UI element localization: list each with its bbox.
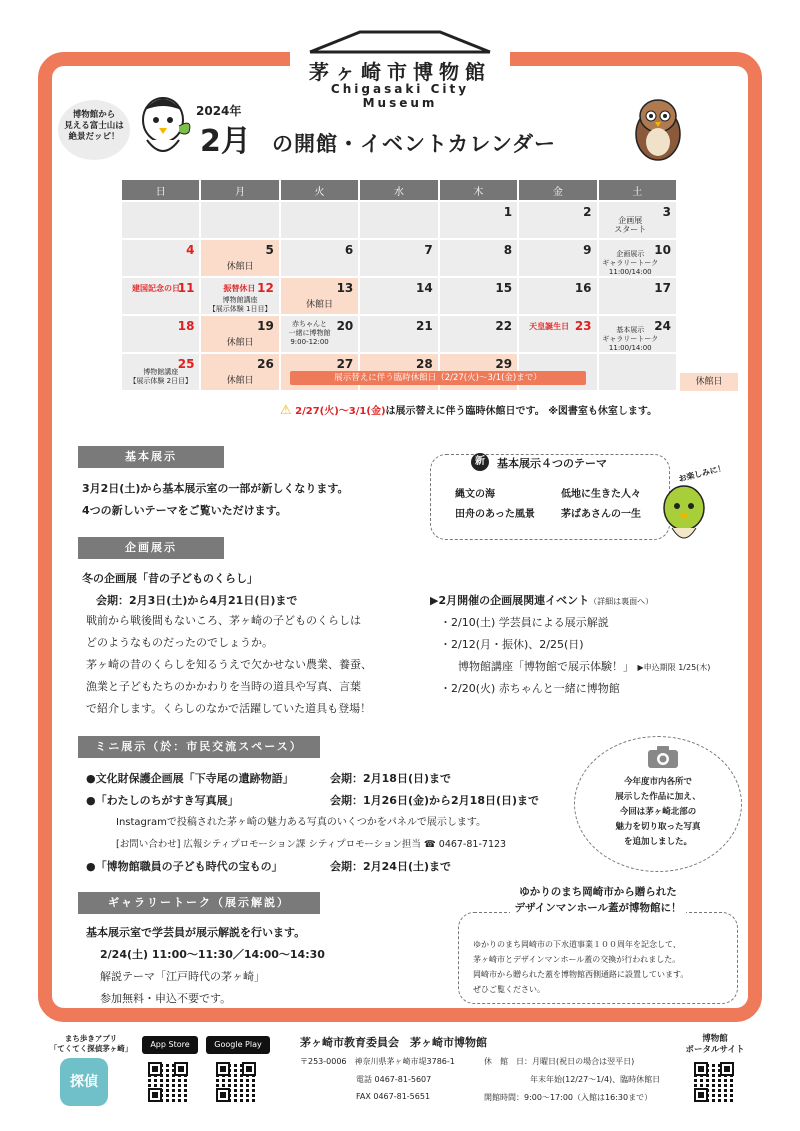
- weekday-sun: 日: [122, 180, 199, 200]
- calendar-header: [122, 180, 676, 200]
- day-number: 28: [415, 357, 433, 371]
- day-number: 21: [415, 319, 433, 333]
- warning-text: は展示替えに伴う臨時休館日です。 ※図書室も休室します。: [385, 406, 658, 417]
- mascot-left-icon: [135, 92, 193, 164]
- calendar-week: [122, 202, 676, 238]
- cell-note: [585, 250, 676, 277]
- weekday-wed: 水: [360, 180, 437, 200]
- calendar-cell: [599, 316, 676, 352]
- day-number: 18: [177, 319, 195, 333]
- mini-item-period: 会期：1月26日(金)から2月18日(日)まで: [330, 794, 540, 807]
- theme-item: 田舟のあった風景: [455, 509, 535, 520]
- day-number: 27: [336, 357, 354, 371]
- gallery-line: 基本展示室で学芸員が展示解説を行います。: [86, 926, 306, 939]
- weekday-mon: 月: [201, 180, 278, 200]
- calendar-cell: [122, 278, 199, 314]
- events-heading: [430, 590, 653, 613]
- planning-body: 戦前から戦後間もないころ、茅ヶ崎の子どものくらしは: [86, 614, 361, 627]
- org-name: 茅ヶ崎市教育委員会 茅ヶ崎市博物館: [300, 1036, 487, 1049]
- day-number: 7: [424, 243, 433, 257]
- calendar-cell: [122, 316, 199, 352]
- calendar: [120, 178, 678, 392]
- planning-body: どのようなものだったのでしょうか。: [86, 636, 273, 649]
- event-item: ・2/10(土) 学芸員による展示解説: [440, 616, 609, 629]
- holiday-label: 建国記念の日: [132, 284, 180, 293]
- cell-note: [585, 216, 676, 234]
- manhole-line: 岡崎市から贈られた蓋を博物館西側通路に設置しています。: [473, 970, 689, 979]
- calendar-week: [122, 316, 676, 352]
- calendar-cell: [599, 202, 676, 238]
- calendar-week: [122, 278, 676, 314]
- day-number: 12: [257, 281, 274, 295]
- calendar-cell: [281, 202, 358, 238]
- day-number: 9: [583, 243, 592, 257]
- event-item: ・2/20(火) 赤ちゃんと一緒に博物館: [440, 682, 620, 695]
- event-item: ・2/12(月・振休)、2/25(日): [440, 638, 584, 651]
- calendar-cell: [122, 202, 199, 238]
- calendar-cell: [440, 202, 517, 238]
- closed-days: 休 館 日：月曜日(祝日の場合は翌平日): [484, 1057, 635, 1066]
- themes-box: [430, 454, 670, 540]
- calendar-cell: [519, 278, 596, 314]
- day-number: 26: [257, 357, 274, 371]
- events-note: （詳細は裏面へ）: [589, 597, 654, 606]
- opening-hours: 開館時間：9:00～17:00（入館は16:30まで）: [484, 1093, 653, 1102]
- speech-bubble: [58, 100, 130, 160]
- event-item-detail: [458, 656, 710, 679]
- calendar-cell: [201, 240, 278, 276]
- day-number: 24: [654, 319, 671, 333]
- note-line: 一緒に博物館: [288, 329, 331, 337]
- note-line: 基本展示: [616, 326, 645, 334]
- bubble-line: 博物館から: [72, 110, 116, 120]
- tel: 電話 0467-81-5607: [356, 1075, 432, 1084]
- calendar-cell: [599, 278, 676, 314]
- note-line: 【展示体験 1日目】: [208, 305, 272, 313]
- calendar-cell: [360, 316, 437, 352]
- qr-code-googleplay[interactable]: [216, 1062, 256, 1102]
- mini-item-period: 会期：2月24日(土)まで: [330, 860, 452, 873]
- note-line: 展示した作品に加え、: [615, 792, 701, 802]
- calendar-cell: [360, 240, 437, 276]
- note-line: スタート: [614, 225, 647, 234]
- day-number: 5: [265, 243, 274, 257]
- gallery-line: 2/24(土) 11:00～11:30／14:00～14:30: [100, 948, 325, 961]
- note-line: 11:00/14:00: [608, 268, 652, 276]
- calendar-cell: [201, 354, 278, 390]
- app-store-badge[interactable]: App Store: [142, 1036, 198, 1054]
- day-number: 6: [344, 243, 354, 257]
- calendar-cell: [281, 278, 358, 314]
- mascot-green-icon: [660, 480, 710, 552]
- day-number: 20: [336, 319, 354, 333]
- postal-address: 〒253-0006 神奈川県茅ヶ崎市堤3786-1: [300, 1057, 455, 1066]
- note-line: 今年度市内各所で: [623, 777, 692, 787]
- weekday-thu: 木: [440, 180, 517, 200]
- closed-note: 休館日: [306, 300, 334, 310]
- day-number: 19: [257, 319, 274, 333]
- warning-range: 2/27(火)～3/1(金): [295, 406, 386, 417]
- cell-note: [201, 296, 278, 314]
- manhole-line: ゆかりのまち岡崎市の下水道事業１００周年を記念して、: [473, 940, 681, 949]
- calendar-cell: [599, 240, 676, 276]
- weekday-fri: 金: [519, 180, 596, 200]
- holiday-label: 振替休日: [223, 284, 256, 293]
- logo-english: Chigasaki City Museum: [330, 82, 470, 110]
- calendar-cell: [122, 240, 199, 276]
- basic-line: 3月2日(土)から基本展示室の一部が新しくなります。: [82, 482, 349, 495]
- new-badge: 新: [471, 453, 489, 471]
- planning-body: 茅ヶ崎の昔のくらしを知るうえで欠かせない農業、養蚕、: [86, 658, 372, 671]
- planning-period: 会期：2月3日(土)から4月21日(日)まで: [96, 594, 298, 607]
- calendar-cell: [440, 316, 517, 352]
- mascot-bubble-text: お楽しみに！: [677, 463, 727, 484]
- themes-title: 基本展示４つのテーマ: [497, 457, 607, 470]
- planning-title: 冬の企画展「昔の子どものくらし」: [82, 572, 258, 585]
- camera-icon: [646, 744, 680, 770]
- cell-note: [261, 320, 358, 347]
- bubble-line: 絶景だッピ！: [68, 132, 120, 142]
- day-number: 25: [177, 357, 195, 371]
- note-line: ギャラリートーク: [602, 335, 659, 343]
- note-line: 11:00/14:00: [608, 344, 652, 352]
- calendar-cell: [599, 354, 676, 390]
- day-number: 17: [654, 281, 671, 295]
- bubble-line: 見える富士山は: [64, 121, 124, 131]
- note-line: 赤ちゃんと: [292, 320, 328, 328]
- section-heading-mini: ミニ展示（於：市民交流スペース）: [78, 736, 320, 758]
- photo-desc: Instagramで投稿された茅ヶ崎の魅力ある写真のいくつかをパネルで展示します。: [116, 817, 487, 828]
- qr-code-portal[interactable]: [694, 1062, 734, 1102]
- calendar-cell: [360, 202, 437, 238]
- app-label-line: 「てくてく探偵茅ヶ崎」: [49, 1044, 133, 1053]
- holiday-label: 天皇誕生日: [529, 322, 570, 331]
- closed-days-extra: 年末年始(12/27～1/4)、臨時休館日: [530, 1075, 661, 1084]
- day-number: 14: [415, 281, 433, 295]
- contact: [お問い合わせ] 広報シティプロモーション課 シティプロモーション担当 ☎ 0467-81-7123: [116, 839, 507, 850]
- portal-label: [680, 1034, 750, 1056]
- basic-line: 4つの新しいテーマをご覧いただけます。: [82, 504, 287, 517]
- calendar-cell: [281, 316, 358, 352]
- museum-logo: [290, 22, 510, 110]
- cell-note: [585, 326, 676, 353]
- title-text: の開館・イベントカレンダー: [272, 132, 557, 156]
- note-line: 9:00-12:00: [290, 338, 329, 346]
- calendar-cell: [201, 278, 278, 314]
- title-year: 2024年: [196, 104, 242, 118]
- calendar-cell: [201, 202, 278, 238]
- portal-label-line: ポータルサイト: [685, 1045, 745, 1055]
- qr-code-appstore[interactable]: [148, 1062, 188, 1102]
- manhole-box: [458, 912, 738, 1004]
- note-line: 【展示体験 2日目】: [129, 377, 193, 385]
- calendar-cell: [360, 278, 437, 314]
- closed-note: 休館日: [680, 373, 738, 391]
- planning-body: 漁業と子どもたちのかかわりを当時の道具や写真、言葉: [86, 680, 361, 693]
- weekday-tue: 火: [281, 180, 358, 200]
- calendar-cell: [122, 354, 199, 390]
- app-label: [44, 1034, 138, 1054]
- theme-item: 茅ばあさんの一生: [561, 509, 641, 520]
- logo-japanese: 茅ヶ崎市博物館: [309, 60, 491, 84]
- mini-item-title: ●「博物館職員の子ども時代の宝もの」: [86, 860, 283, 873]
- mascot-owl-icon: [628, 94, 690, 164]
- mini-item-title: ●文化財保護企画展「下寺尾の遺跡物語」: [86, 772, 294, 785]
- closed-note: 休館日: [226, 262, 254, 272]
- gallery-line: 参加無料・申込不要です。: [100, 992, 232, 1005]
- note-line: 博物館講座: [222, 296, 258, 304]
- planning-body: で紹介します。くらしのなかで活躍していた道具も登場！: [86, 702, 372, 715]
- manhole-body: [473, 937, 688, 997]
- warning-icon: ⚠: [280, 403, 292, 418]
- app-label-line: まち歩きアプリ: [64, 1034, 118, 1043]
- google-play-badge[interactable]: Google Play: [206, 1036, 270, 1054]
- theme-item: 縄文の海: [455, 489, 495, 500]
- calendar-cell: [440, 278, 517, 314]
- section-heading-basic: 基本展示: [78, 446, 224, 468]
- note-line: ギャラリートーク: [602, 259, 659, 267]
- roof-icon: [300, 26, 500, 56]
- footer: [0, 1028, 800, 1131]
- day-number: 2: [583, 205, 592, 219]
- events-title: ▶2月開催の企画展関連イベント: [430, 594, 590, 607]
- portal-label-line: 博物館: [702, 1034, 728, 1044]
- gallery-line: 解説テーマ「江戸時代の茅ヶ崎」: [100, 970, 265, 983]
- calendar-cell: [440, 240, 517, 276]
- fax: FAX 0467-81-5651: [356, 1092, 431, 1101]
- section-heading-planning: 企画展示: [78, 537, 224, 559]
- cell-note: [122, 368, 199, 386]
- manhole-title: [458, 884, 738, 916]
- day-number: 22: [495, 319, 513, 333]
- warning-notice: [280, 402, 657, 418]
- note-line: を追加しました。: [623, 837, 692, 847]
- event-course: 博物館講座「博物館で展示体験！」: [458, 660, 634, 673]
- manhole-line: ぜひご覧ください。: [473, 985, 545, 994]
- closure-banner: 展示替えに伴う臨時休館日（2/27(火)～3/1(金)まで）: [290, 371, 586, 385]
- theme-item: 低地に生きた人々: [561, 489, 641, 500]
- note-line: 企画展: [618, 216, 643, 225]
- app-icon[interactable]: 探偵: [60, 1058, 108, 1106]
- manhole-title-line: デザインマンホール蓋が博物館に！: [510, 900, 685, 916]
- note-line: 企画展示: [616, 250, 645, 258]
- note-line: 魅力を切り取った写真: [615, 822, 701, 832]
- day-number: 23: [574, 319, 592, 333]
- day-number: 8: [503, 243, 513, 257]
- manhole-line: 茅ヶ崎市とデザインマンホール蓋の交換が行われました。: [473, 955, 681, 964]
- day-number: 29: [495, 357, 513, 371]
- weekday-sat: 土: [599, 180, 676, 200]
- note-line: 博物館講座: [143, 368, 179, 376]
- title-month: 2月: [200, 124, 251, 159]
- day-number: 16: [574, 281, 592, 295]
- mini-item-period: 会期：2月18日(日)まで: [330, 772, 452, 785]
- day-number: 3: [662, 205, 671, 219]
- day-number: 13: [336, 281, 354, 295]
- closed-note: 休館日: [226, 376, 254, 386]
- event-deadline: ▶申込期限 1/25(木): [637, 663, 711, 672]
- mini-item-title: ●「わたしのちがすき写真展」: [86, 794, 239, 807]
- closed-note: 休館日: [226, 338, 254, 348]
- calendar-cell: [281, 240, 358, 276]
- manhole-title-line: ゆかりのまち岡崎市から贈られた: [519, 886, 677, 898]
- section-heading-gallery: ギャラリートーク（展示解説）: [78, 892, 320, 914]
- day-number: 10: [654, 243, 671, 257]
- calendar-week: [122, 240, 676, 276]
- day-number: 1: [503, 205, 513, 219]
- day-number: 15: [495, 281, 513, 295]
- day-number: 11: [177, 281, 195, 295]
- note-line: 今回は茅ヶ崎北部の: [619, 807, 697, 817]
- day-number: 4: [186, 243, 195, 257]
